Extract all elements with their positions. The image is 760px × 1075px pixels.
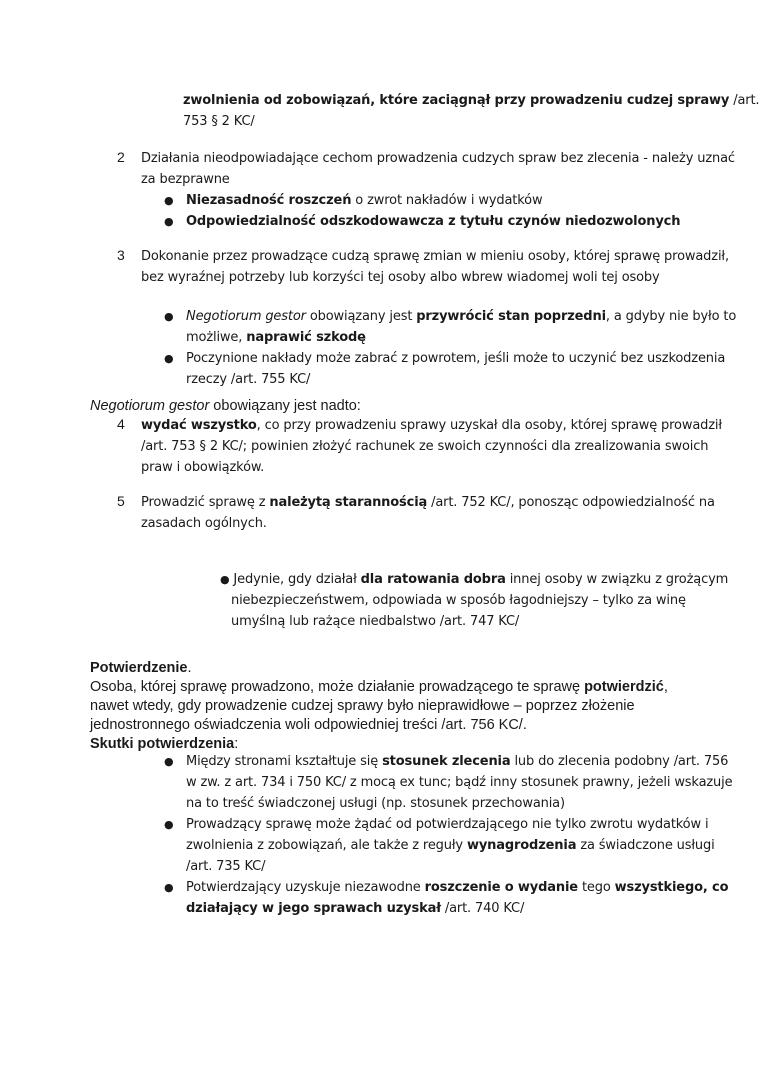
item3-bullet-2-line-1: Poczynione nakłady może zabrać z powrotem, jeśli może to uczynić bez uszkodzenia bbox=[186, 351, 726, 366]
note-line-3: umyślną lub rażące niedbalstwo /art. 747 KC/ bbox=[231, 614, 520, 629]
item4-line-3: praw i obowiązków. bbox=[141, 460, 265, 475]
item5-line-2: zasadach ogólnych. bbox=[141, 516, 267, 531]
effect-1-line-3: na to treść świadczonej usługi (np. stosunek przechowania) bbox=[186, 796, 565, 811]
effect-1-line-2: w zw. z art. 734 i 750 KC/ z mocą ex tunc; bądź inny stosunek prawny, jeżeli wskazuje bbox=[186, 775, 733, 790]
effects-heading: Skutki potwierdzenia: bbox=[90, 736, 239, 752]
intro-line-1: zwolnienia od zobowiązań, które zaciągnął przy prowadzeniu cudzej sprawy /art. bbox=[183, 93, 760, 108]
bullet-icon: ● bbox=[164, 352, 174, 365]
bullet-icon: ● bbox=[164, 818, 174, 831]
effect-1-line-1: Między stronami kształtuje się stosunek zlecenia lub do zlecenia podobny /art. 756 bbox=[186, 754, 729, 769]
bullet-icon: ● bbox=[164, 310, 174, 323]
effect-2-line-2: zwolnienia z zobowiązań, ale także z reguły wynagrodzenia za świadczone usługi bbox=[186, 838, 715, 853]
item3-bullet-1-line-1: Negotiorum gestor obowiązany jest przywrócić stan poprzedni, a gdyby nie było to bbox=[186, 309, 737, 324]
item2-bullet-2: Odpowiedzialność odszkodowawcza z tytułu czynów niedozwolonych bbox=[186, 214, 681, 229]
list-number-5: 5 bbox=[117, 493, 125, 509]
list-number-4: 4 bbox=[117, 416, 125, 432]
list-number-3: 3 bbox=[117, 247, 125, 263]
effect-2-line-1: Prowadzący sprawę może żądać od potwierdzającego nie tylko zwrotu wydatków i bbox=[186, 817, 709, 832]
list-number-2: 2 bbox=[117, 149, 125, 165]
item3-bullet-2-line-2: rzeczy /art. 755 KC/ bbox=[186, 372, 311, 387]
gestor-heading: Negotiorum gestor obowiązany jest nadto: bbox=[90, 398, 361, 414]
effect-3-line-2: działający w jego sprawach uzyskał /art. 740 KC/ bbox=[186, 901, 525, 916]
note-line-1: ● Jedynie, gdy działał dla ratowania dobra innej osoby w związku z grożącym bbox=[220, 572, 729, 587]
bullet-icon: ● bbox=[164, 755, 174, 768]
confirm-title: Potwierdzenie. bbox=[90, 660, 192, 676]
item3-bullet-1-line-2: możliwe, naprawić szkodę bbox=[186, 330, 366, 345]
item4-line-1: wydać wszystko, co przy prowadzeniu sprawy uzyskał dla osoby, której sprawę prowadził bbox=[141, 418, 722, 433]
item2-line-2: za bezprawne bbox=[141, 172, 230, 187]
item4-line-2: /art. 753 § 2 KC/; powinien złożyć rachunek ze swoich czynności dla zrealizowania swoich bbox=[141, 439, 709, 454]
intro-line-2: 753 § 2 KC/ bbox=[183, 114, 255, 129]
item2-line-1: Działania nieodpowiadające cechom prowadzenia cudzych spraw bez zlecenia - należy uznać bbox=[141, 151, 735, 166]
effect-3-line-1: Potwierdzający uzyskuje niezawodne roszczenie o wydanie tego wszystkiego, co bbox=[186, 880, 729, 895]
confirm-line-3: jednostronnego oświadczenia woli odpowiedniej treści /art. 756 KC/. bbox=[90, 717, 527, 733]
bullet-icon: ● bbox=[164, 215, 174, 228]
effect-2-line-3: /art. 735 KC/ bbox=[186, 859, 266, 874]
bullet-icon: ● bbox=[164, 881, 174, 894]
item3-line-1: Dokonanie przez prowadzące cudzą sprawę zmian w mieniu osoby, której sprawę prowadził, bbox=[141, 249, 729, 264]
confirm-line-1: Osoba, której sprawę prowadzono, może działanie prowadzącego te sprawę potwierdzić, bbox=[90, 679, 668, 695]
bullet-icon: ● bbox=[220, 573, 230, 586]
confirm-line-2: nawet wtedy, gdy prowadzenie cudzej sprawy było nieprawidłowe – poprzez złożenie bbox=[90, 698, 635, 714]
item2-bullet-1: Niezasadność roszczeń o zwrot nakładów i wydatków bbox=[186, 193, 543, 208]
bullet-icon: ● bbox=[164, 194, 174, 207]
item3-line-2: bez wyraźnej potrzeby lub korzyści tej osoby albo wbrew wiadomej woli tej osoby bbox=[141, 270, 660, 285]
note-line-2: niebezpieczeństwem, odpowiada w sposób łagodniejszy – tylko za winę bbox=[231, 593, 686, 608]
item5-line-1: Prowadzić sprawę z należytą starannością /art. 752 KC/, ponosząc odpowiedzialność na bbox=[141, 495, 715, 510]
